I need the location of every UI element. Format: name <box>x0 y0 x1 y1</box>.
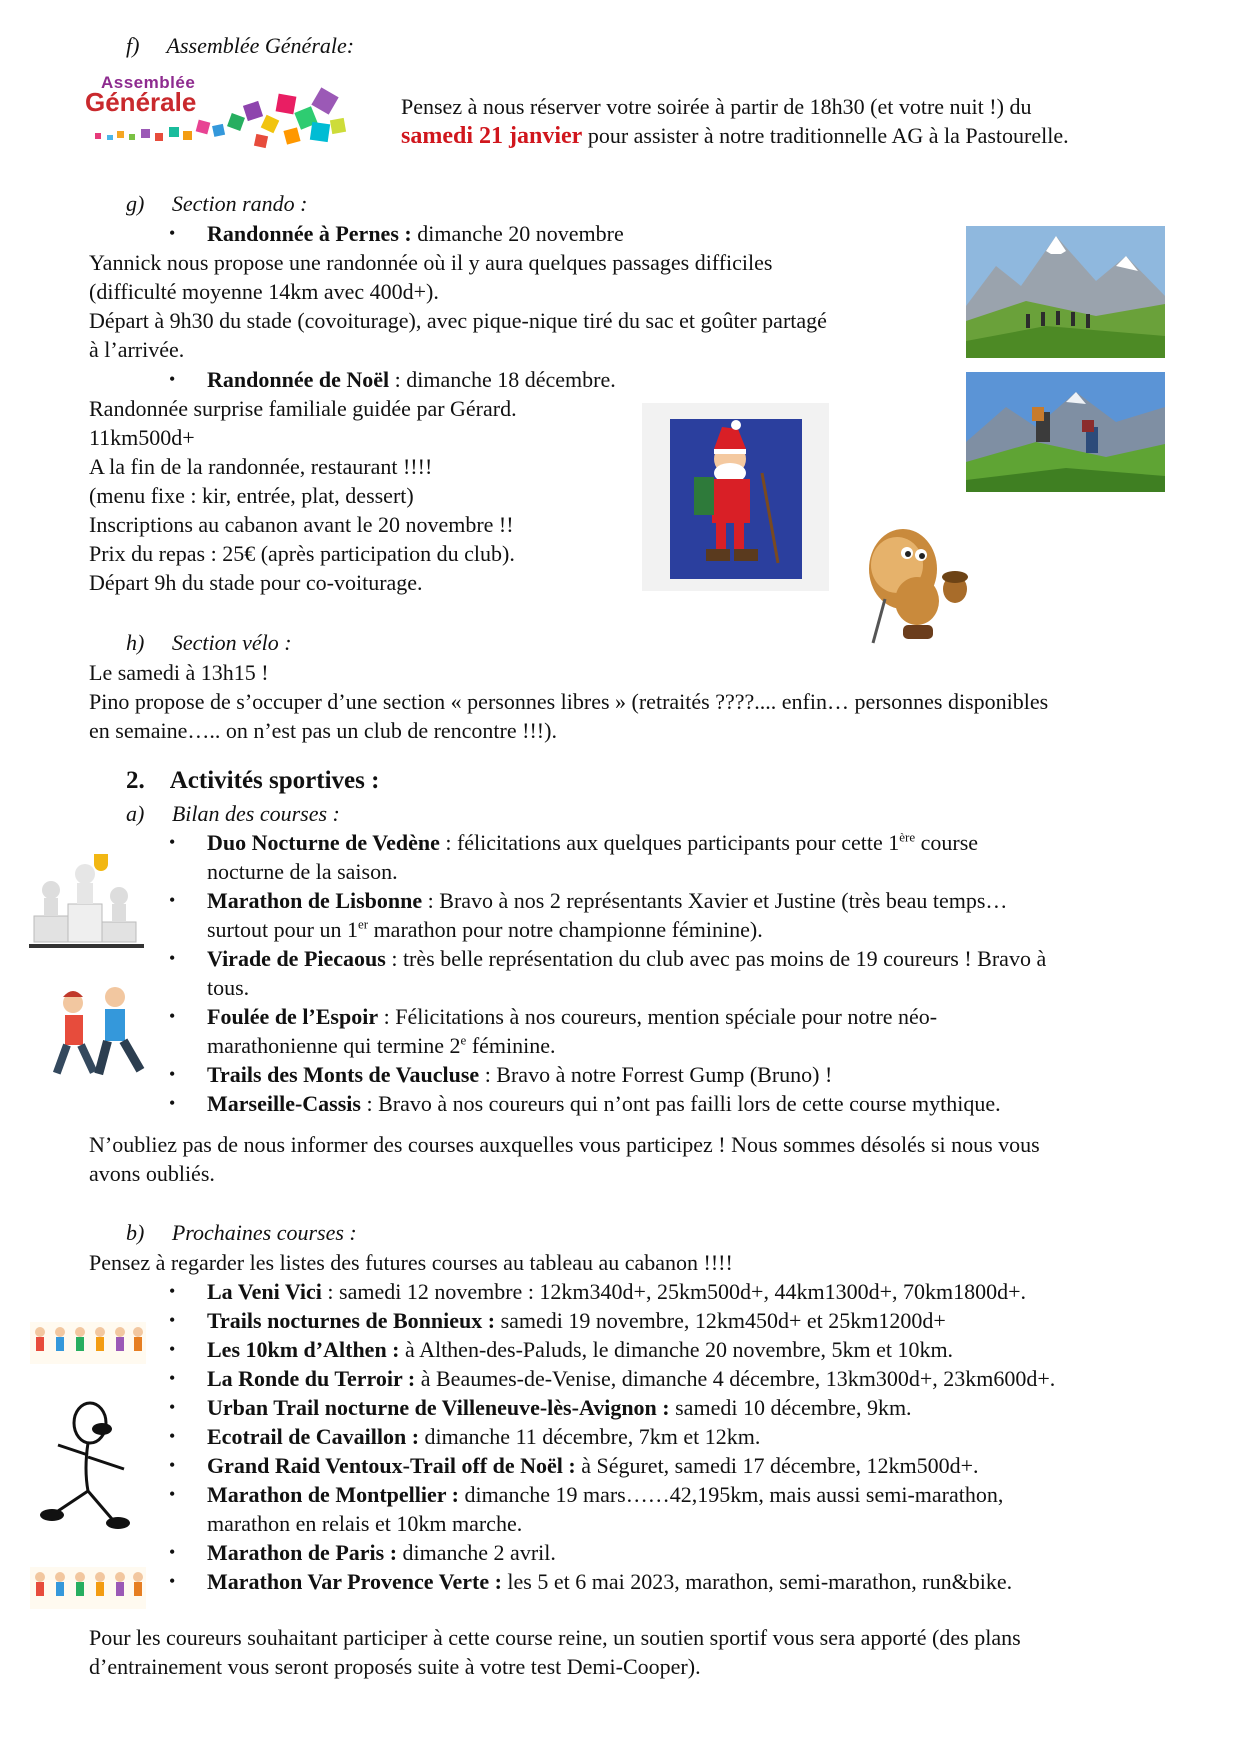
text-line: Randonnée surprise familiale guidée par Gérard. <box>89 396 517 421</box>
text-line: (difficulté moyenne 14km avec 400d+). <box>89 279 439 304</box>
race-title: Les 10km d’Althen : <box>207 1337 400 1362</box>
bullet-icon: • <box>169 369 176 389</box>
santa-claus-hiker-icon <box>642 403 829 591</box>
ag-text-after: pour assister à notre traditionnelle AG à la Pastourelle. <box>582 123 1069 148</box>
race-sup: er <box>357 916 369 932</box>
ag-date-highlight: samedi 21 janvier <box>401 123 583 149</box>
bullet-icon: • <box>169 1281 176 1301</box>
race-title: Marathon de Paris : <box>207 1540 398 1565</box>
rando-pernes-description <box>89 248 949 364</box>
bullet-icon: • <box>169 948 176 968</box>
bullet-icon: • <box>169 1368 176 1388</box>
list-item <box>169 1002 1207 1060</box>
bullet-icon: • <box>169 1064 176 1084</box>
text-line: d’entrainement vous seront proposés suite à votre test Demi-Cooper). <box>89 1654 701 1679</box>
rando-noel-description <box>89 394 649 597</box>
text-line: Yannick nous propose une randonnée où il y aura quelques passages difficiles <box>89 250 773 275</box>
race-line2-b: marathon pour notre championne féminine). <box>368 917 763 942</box>
section-heading-bilan: a) Bilan des courses : <box>126 801 340 826</box>
text-line: Prix du repas : 25€ (après participation du club). <box>89 541 515 566</box>
list-item <box>169 1060 1207 1089</box>
mountain-hikers-photo-2 <box>966 372 1165 492</box>
goofy-runner-illustration <box>28 1399 146 1533</box>
bullet-icon: • <box>169 1397 176 1417</box>
runners-row-icon <box>30 1322 146 1364</box>
assemblee-generale-logo <box>85 73 353 159</box>
list-item <box>169 1451 1217 1480</box>
section-heading-ag: f) Assemblée Générale: <box>126 33 355 58</box>
bullet-icon: • <box>169 1339 176 1359</box>
bullet-icon: • <box>169 1455 176 1475</box>
race-title: Marathon Var Provence Verte : <box>207 1569 502 1594</box>
podium-icon <box>26 846 147 950</box>
bullet-icon: • <box>169 1006 176 1026</box>
race-sup: e <box>460 1032 467 1048</box>
next-intro: Pensez à regarder les listes des futures courses au tableau au cabanon !!!! <box>89 1250 733 1275</box>
race-title: Trails des Monts de Vaucluse <box>207 1062 480 1087</box>
rando-noel-title: Randonnée de Noël <box>207 367 390 392</box>
race-title: Trails nocturnes de Bonnieux : <box>207 1308 496 1333</box>
list-item <box>169 1089 1207 1118</box>
list-item <box>169 1393 1217 1422</box>
text-line: N’oubliez pas de nous informer des courses auxquelles vous participez ! Nous sommes désolés si nous vous <box>89 1132 1040 1157</box>
race-title: Urban Trail nocturne de Villeneuve-lès-Avignon : <box>207 1395 670 1420</box>
bilan-list <box>169 828 1207 1118</box>
ag-paragraph <box>401 92 1201 151</box>
section-heading-velo: h) Section vélo : <box>126 630 292 655</box>
rando-noel-date: : dimanche 18 décembre. <box>389 367 616 392</box>
race-title: Marathon de Lisbonne <box>207 888 423 913</box>
rando-pernes-item <box>169 219 624 248</box>
list-item <box>169 828 1207 886</box>
mountain-landscape-icon <box>966 226 1165 358</box>
text-line: A la fin de la randonnée, restaurant !!!! <box>89 454 433 479</box>
bullet-icon: • <box>169 1093 176 1113</box>
race-text: à Séguret, samedi 17 décembre, 12km500d+. <box>575 1453 979 1478</box>
rando-pernes-date: dimanche 20 novembre <box>411 221 624 246</box>
list-item <box>169 1538 1217 1567</box>
runners-icon <box>41 983 151 1091</box>
list-item <box>169 944 1207 1002</box>
list-item <box>169 1480 1217 1538</box>
race-title: Virade de Piecaous <box>207 946 386 971</box>
bullet-icon: • <box>169 832 176 852</box>
list-item <box>169 1567 1217 1596</box>
race-text: samedi 19 novembre, 12km450d+ et 25km1200d+ <box>495 1308 946 1333</box>
runners-row-icon <box>30 1567 146 1609</box>
next-races-list <box>169 1277 1217 1596</box>
text-line: Départ 9h du stade pour co-voiturage. <box>89 570 423 595</box>
race-text: dimanche 19 mars……42,195km, mais aussi semi-marathon, <box>458 1482 1004 1507</box>
race-text: : très belle représentation du club avec pas moins de 19 coureurs ! Bravo à <box>385 946 1047 971</box>
logo-text-line1: Assemblée <box>101 73 196 92</box>
bullet-icon: • <box>169 223 176 243</box>
section-heading-rando: g) Section rando : <box>126 191 308 216</box>
race-line2-b: féminine. <box>466 1033 556 1058</box>
section-heading-activites: 2. Activités sportives : <box>126 767 380 794</box>
bullet-icon: • <box>169 1484 176 1504</box>
bullet-icon: • <box>169 1310 176 1330</box>
bilan-note <box>89 1130 1209 1188</box>
race-text: dimanche 11 décembre, 7km et 12km. <box>419 1424 761 1449</box>
list-item <box>169 886 1207 944</box>
race-sup: ère <box>899 829 916 845</box>
mountain-hikers-photo <box>966 226 1165 358</box>
race-line2: tous. <box>207 975 250 1000</box>
list-item <box>169 1277 1217 1306</box>
race-title: Ecotrail de Cavaillon : <box>207 1424 420 1449</box>
text-line: Le samedi à 13h15 ! <box>89 660 269 685</box>
race-title: La Ronde du Terroir : <box>207 1366 416 1391</box>
santa-hiker-illustration <box>642 403 829 591</box>
race-text: dimanche 2 avril. <box>397 1540 556 1565</box>
squirrel-icon <box>855 519 976 651</box>
logo-text-line2: Générale <box>85 87 197 117</box>
race-line2: marathon en relais et 10km marche. <box>207 1511 523 1536</box>
race-title: Foulée de l’Espoir <box>207 1004 379 1029</box>
text-line: Pino propose de s’occuper d’une section « personnes libres » (retraités ????.... enfin… personnes disponibles <box>89 689 1049 714</box>
race-title: Duo Nocturne de Vedène <box>207 830 440 855</box>
runners-strip-illustration <box>30 1322 146 1364</box>
text-line: (menu fixe : kir, entrée, plat, dessert) <box>89 483 414 508</box>
race-text: : félicitations aux quelques participants pour cette 1 <box>439 830 900 855</box>
text-line: à l’arrivée. <box>89 337 185 362</box>
list-item <box>169 1335 1217 1364</box>
section-heading-prochaines: b) Prochaines courses : <box>126 1220 357 1245</box>
race-text: : Félicitations à nos coureurs, mention spéciale pour notre néo- <box>378 1004 938 1029</box>
list-item <box>169 1306 1217 1335</box>
race-text: les 5 et 6 mai 2023, marathon, semi-marathon, run&bike. <box>501 1569 1013 1594</box>
race-line2 <box>207 1031 1207 1060</box>
squirrel-hiker-illustration <box>855 519 976 651</box>
velo-description <box>89 658 1209 745</box>
bullet-icon: • <box>169 1571 176 1591</box>
rando-pernes-title: Randonnée à Pernes : <box>207 221 412 246</box>
text-line: avons oubliés. <box>89 1161 215 1186</box>
text-line: 11km500d+ <box>89 425 195 450</box>
list-item <box>169 1364 1217 1393</box>
cartoon-runner-icon <box>28 1399 146 1533</box>
race-line2-a: surtout pour un 1 <box>207 917 358 942</box>
race-title: Marathon de Montpellier : <box>207 1482 459 1507</box>
race-text: à Beaumes-de-Venise, dimanche 4 décembre, 13km300d+, 23km600d+. <box>415 1366 1056 1391</box>
race-text: : samedi 12 novembre : 12km340d+, 25km500d+, 44km1300d+, 70km1800d+. <box>321 1279 1027 1304</box>
race-line2 <box>207 915 1207 944</box>
text-line: Pour les coureurs souhaitant participer à cette course reine, un soutien sportif vous sera apporté (des plans <box>89 1625 1021 1650</box>
text-line: Départ à 9h30 du stade (covoiturage), avec pique-nique tiré du sac et goûter partagé <box>89 308 827 333</box>
bullet-icon: • <box>169 1426 176 1446</box>
list-item <box>169 1422 1217 1451</box>
podium-trophy-illustration <box>26 846 147 950</box>
race-text: : Bravo à nos 2 représentants Xavier et Justine (très beau temps… <box>422 888 1008 913</box>
race-title: Marseille-Cassis <box>207 1091 361 1116</box>
race-text: samedi 10 décembre, 9km. <box>669 1395 912 1420</box>
race-text-2: course <box>915 830 979 855</box>
ag-text-before: Pensez à nous réserver votre soirée à partir de 18h30 (et votre nuit !) du <box>401 94 1032 119</box>
race-title: Grand Raid Ventoux-Trail off de Noël : <box>207 1453 576 1478</box>
race-text: : Bravo à nos coureurs qui n’ont pas failli lors de cette course mythique. <box>360 1091 1001 1116</box>
bullet-icon: • <box>169 890 176 910</box>
text-line: Inscriptions au cabanon avant le 20 novembre !! <box>89 512 514 537</box>
mountain-landscape-icon <box>966 372 1165 492</box>
bullet-icon: • <box>169 1542 176 1562</box>
race-line2: nocturne de la saison. <box>207 859 398 884</box>
race-line2-a: marathonienne qui termine 2 <box>207 1033 461 1058</box>
runners-illustration <box>41 983 151 1091</box>
race-text: : Bravo à notre Forrest Gump (Bruno) ! <box>479 1062 833 1087</box>
text-line: en semaine….. on n’est pas un club de rencontre !!!). <box>89 718 557 743</box>
closing-paragraph <box>89 1623 1209 1681</box>
race-title: La Veni Vici <box>207 1279 322 1304</box>
race-text: à Althen-des-Paluds, le dimanche 20 novembre, 5km et 10km. <box>399 1337 954 1362</box>
puzzle-pieces-icon <box>85 73 353 159</box>
runners-strip-illustration-2 <box>30 1567 146 1609</box>
rando-noel-item <box>169 365 616 394</box>
